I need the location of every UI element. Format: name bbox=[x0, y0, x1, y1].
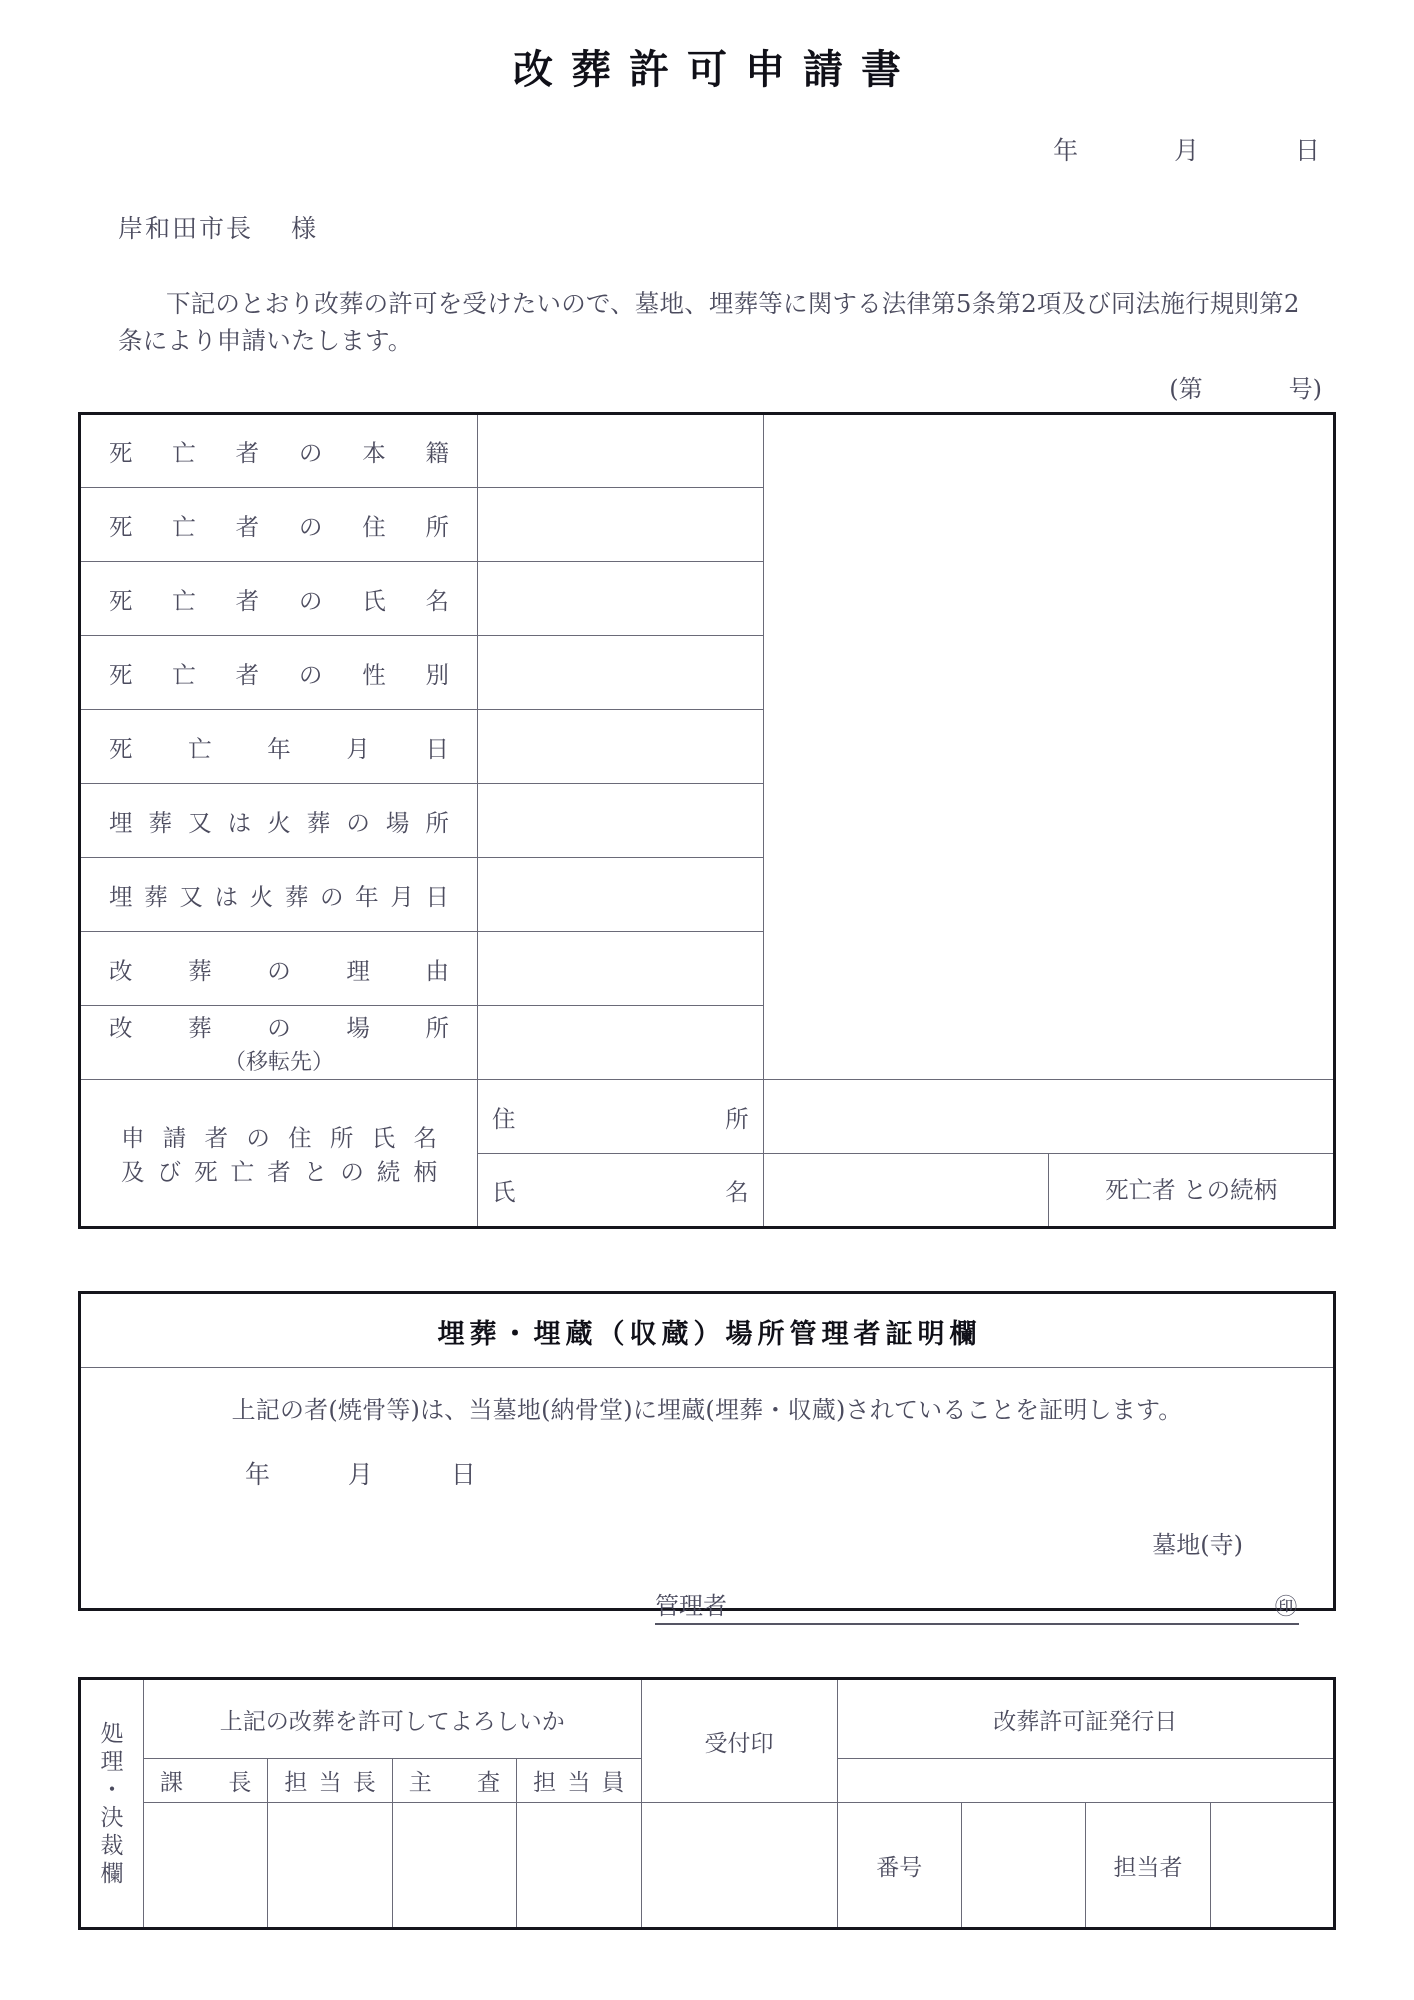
person-in-charge-label: 担当者 bbox=[1086, 1803, 1210, 1929]
cemetery-temple-label: 墓地(寺) bbox=[1152, 1531, 1243, 1560]
label-text: 氏名 bbox=[492, 1178, 749, 1207]
approver-column-shusa bbox=[392, 1759, 516, 1803]
row-label-applicant bbox=[80, 1080, 478, 1228]
table-row bbox=[80, 414, 1335, 488]
certification-block bbox=[78, 1291, 1336, 1621]
manager-signature-field[interactable] bbox=[727, 1599, 1273, 1625]
label-text: 死亡者の氏名 bbox=[109, 586, 449, 615]
certification-title: 埋葬・埋蔵（収蔵）場所管理者証明欄 bbox=[81, 1294, 1333, 1368]
certification-date-line bbox=[245, 1455, 1333, 1491]
processing-section-label bbox=[80, 1679, 144, 1929]
table-row bbox=[80, 858, 1335, 932]
row-label-honseki bbox=[80, 414, 478, 488]
field-approver-tantoin[interactable] bbox=[517, 1803, 641, 1929]
certification-body bbox=[81, 1368, 1333, 1621]
date-day-label: 日 bbox=[1294, 136, 1322, 165]
manager-label: 管理者 bbox=[655, 1586, 727, 1625]
label-text: 死亡年月日 bbox=[109, 734, 449, 763]
issue-date-label: 改葬許可証発行日 bbox=[837, 1679, 1335, 1759]
row-label-burial-date bbox=[80, 858, 478, 932]
label-text: 死亡者の住所 bbox=[109, 512, 449, 541]
processing-approval-table bbox=[78, 1677, 1336, 1930]
table-row bbox=[80, 1080, 1335, 1154]
label-text: 埋葬又は火葬の年月日 bbox=[109, 882, 449, 911]
table-row bbox=[80, 562, 1335, 636]
addressee-name: 岸和田市長 bbox=[118, 214, 254, 243]
section-label-char-4: 決 bbox=[100, 1804, 124, 1831]
permit-number-suffix: 号) bbox=[1288, 375, 1322, 404]
table-row bbox=[80, 932, 1335, 1006]
body-paragraph: 下記のとおり改葬の許可を受けたいので、墓地、埋葬等に関する法律第5条第2項及び同法施行規則第2条により申請いたします。 bbox=[118, 289, 1300, 356]
label-text: 住所 bbox=[492, 1104, 749, 1133]
cert-date-month-label: 月 bbox=[347, 1460, 373, 1490]
row-label-reason bbox=[80, 932, 478, 1006]
field-burial-place[interactable] bbox=[478, 784, 764, 858]
label-sublabel: （移転先） bbox=[223, 1050, 334, 1076]
table-row bbox=[80, 1803, 1335, 1929]
row-label-reburial-place bbox=[80, 1006, 478, 1080]
field-person-in-charge[interactable] bbox=[1210, 1803, 1334, 1929]
table-row bbox=[80, 710, 1335, 784]
page-title: 改葬許可申請書 bbox=[513, 47, 919, 93]
seal-icon: ㊞ bbox=[1273, 1590, 1299, 1625]
relation-label-line1: 死亡者 bbox=[1105, 1175, 1176, 1204]
label-text-line2: 及び死亡者との続柄 bbox=[121, 1158, 437, 1187]
label-text: 改葬の理由 bbox=[109, 956, 449, 985]
addressee-honorific: 様 bbox=[291, 214, 319, 243]
row-label-burial-place bbox=[80, 784, 478, 858]
label-text: 担当長 bbox=[284, 1770, 376, 1797]
applicant-address-label bbox=[478, 1080, 764, 1154]
field-address[interactable] bbox=[478, 488, 764, 562]
relation-label-line2: との続柄 bbox=[1183, 1175, 1278, 1204]
applicant-name-label bbox=[478, 1154, 764, 1228]
row-label-address bbox=[80, 488, 478, 562]
relation-label bbox=[1049, 1154, 1335, 1228]
field-honseki[interactable] bbox=[478, 414, 764, 488]
label-text: 死亡者の性別 bbox=[109, 660, 449, 689]
row-label-death-date bbox=[80, 710, 478, 784]
permit-number-line bbox=[0, 369, 1322, 404]
approver-column-tantocho bbox=[268, 1759, 392, 1803]
label-text: 担当員 bbox=[533, 1770, 625, 1797]
field-approver-kacho[interactable] bbox=[144, 1803, 268, 1929]
table-row bbox=[80, 1679, 1335, 1759]
permit-number-prefix: (第 bbox=[1169, 375, 1203, 404]
receipt-seal-label: 受付印 bbox=[641, 1679, 837, 1803]
table-row bbox=[80, 488, 1335, 562]
approver-column-kacho bbox=[144, 1759, 268, 1803]
field-permit-number[interactable] bbox=[961, 1803, 1085, 1929]
label-text: 埋葬又は火葬の場所 bbox=[109, 808, 449, 837]
section-label-char-2: 理 bbox=[100, 1748, 124, 1775]
label-text: 課長 bbox=[160, 1770, 252, 1797]
field-reason[interactable] bbox=[478, 932, 764, 1006]
date-month-label: 月 bbox=[1174, 136, 1202, 165]
section-label-char-3: ・ bbox=[100, 1776, 124, 1803]
deceased-info-table bbox=[78, 412, 1336, 1229]
permit-number-label: 番号 bbox=[837, 1803, 961, 1929]
cert-date-year-label: 年 bbox=[245, 1460, 271, 1490]
table-row bbox=[80, 784, 1335, 858]
cert-date-day-label: 日 bbox=[450, 1460, 476, 1490]
approval-question: 上記の改葬を許可してよろしいか bbox=[144, 1679, 642, 1759]
manager-signature-row bbox=[81, 1586, 1299, 1625]
table-row bbox=[80, 636, 1335, 710]
row-label-name bbox=[80, 562, 478, 636]
field-name[interactable] bbox=[478, 562, 764, 636]
field-applicant-address[interactable] bbox=[763, 1080, 1334, 1154]
field-issue-date[interactable] bbox=[837, 1759, 1335, 1803]
field-applicant-name[interactable] bbox=[763, 1154, 1049, 1228]
label-text: 改葬の場所 bbox=[109, 1014, 449, 1043]
section-label-char-6: 欄 bbox=[100, 1861, 124, 1888]
field-reburial-place[interactable] bbox=[478, 1006, 764, 1080]
date-year-label: 年 bbox=[1053, 136, 1081, 165]
section-label-char-1: 処 bbox=[100, 1720, 124, 1747]
field-death-date[interactable] bbox=[478, 710, 764, 784]
field-receipt-seal[interactable] bbox=[641, 1803, 837, 1929]
field-approver-tantocho[interactable] bbox=[268, 1803, 392, 1929]
section-label-char-5: 裁 bbox=[100, 1833, 124, 1860]
approver-column-tantoin bbox=[517, 1759, 641, 1803]
application-date-line bbox=[0, 131, 1322, 167]
table-row bbox=[80, 1006, 1335, 1080]
label-text: 死亡者の本籍 bbox=[109, 439, 449, 468]
certification-text: 上記の者(焼骨等)は、当墓地(納骨堂)に埋蔵(埋葬・収蔵)されていることを証明します。 bbox=[231, 1396, 1183, 1425]
addressee bbox=[118, 209, 1414, 245]
field-approver-shusa[interactable] bbox=[392, 1803, 516, 1929]
label-text: 主査 bbox=[408, 1770, 501, 1797]
row-label-gender bbox=[80, 636, 478, 710]
label-text-line1: 申請者の住所氏名 bbox=[121, 1124, 437, 1153]
field-gender[interactable] bbox=[478, 636, 764, 710]
field-burial-date[interactable] bbox=[478, 858, 764, 932]
